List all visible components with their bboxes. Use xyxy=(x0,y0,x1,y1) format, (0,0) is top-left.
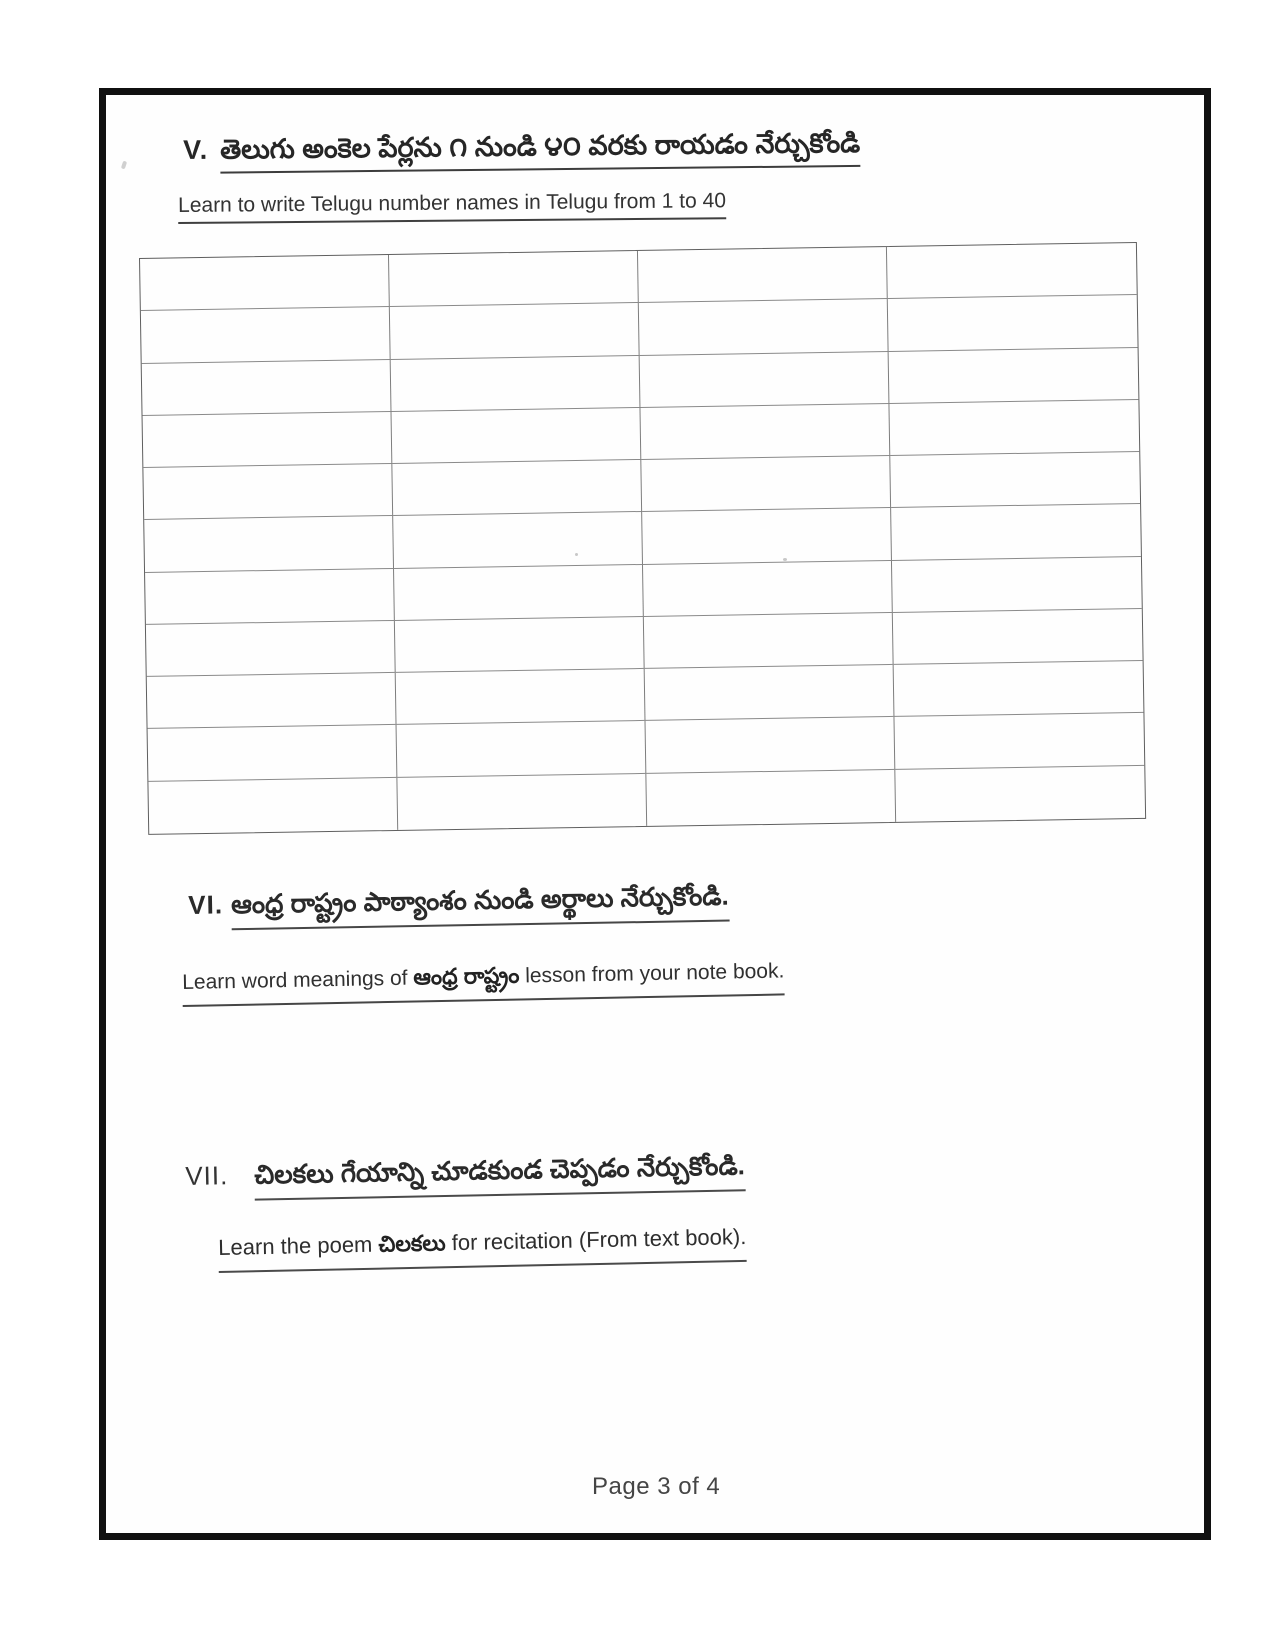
practice-table-cell xyxy=(891,504,1141,560)
section-vii-instruction-telugu: చిలకలు xyxy=(378,1230,446,1257)
practice-table-cell xyxy=(142,360,392,416)
practice-table-cell xyxy=(144,516,394,572)
practice-table-cell xyxy=(639,299,889,355)
section-vii-heading xyxy=(185,1150,745,1198)
practice-table-cell xyxy=(391,356,641,412)
practice-table-cell xyxy=(146,621,396,677)
practice-table-cell xyxy=(147,673,397,729)
section-vii-numeral: VII. xyxy=(185,1160,229,1191)
section-vi-title-telugu: ఆంధ్ర రాష్ట్రం పాఠ్యాంశం నుండి అర్థాలు నేర్చుకోండి. xyxy=(231,881,729,931)
practice-table-cell xyxy=(646,770,896,826)
practice-table-cell xyxy=(646,717,896,773)
practice-table-cell xyxy=(894,661,1144,717)
practice-table-cell xyxy=(390,303,640,359)
practice-table-cell xyxy=(392,408,642,464)
practice-table-cell xyxy=(645,665,895,721)
practice-table-cell xyxy=(392,460,642,516)
section-v-numeral: V. xyxy=(183,134,209,165)
practice-table-cell xyxy=(397,774,647,830)
practice-table-cell xyxy=(141,307,391,363)
practice-table-cell xyxy=(643,561,893,617)
page-number-footer: Page 3 of 4 xyxy=(592,1473,721,1500)
page-border-frame xyxy=(99,88,1211,1540)
practice-table-cell xyxy=(895,766,1145,822)
practice-table-cell xyxy=(397,721,647,777)
practice-table-cell xyxy=(640,404,890,460)
practice-table-cell xyxy=(888,295,1138,351)
practice-table-cell xyxy=(641,456,891,512)
practice-table-cell xyxy=(640,352,890,408)
practice-table-cell xyxy=(396,669,646,725)
practice-table-cell xyxy=(889,400,1139,456)
section-v-title-telugu: తెలుగు అంకెల పేర్లను ౧ నుండి ౪౦ వరకు రాయడం నేర్చుకోండి xyxy=(220,128,860,174)
practice-table-cell xyxy=(894,713,1144,769)
section-vii-instruction-prefix: Learn the poem xyxy=(218,1231,379,1260)
section-vi-heading xyxy=(188,881,729,927)
scan-artifact-dot xyxy=(783,558,787,561)
practice-table-cell xyxy=(148,778,398,834)
practice-table-cell xyxy=(893,609,1143,665)
section-vi-instruction xyxy=(182,957,785,1007)
practice-table-cell xyxy=(394,565,644,621)
practice-table-cell xyxy=(389,251,639,307)
practice-table-cell xyxy=(644,613,894,669)
section-vi-instruction-suffix: lesson from your note book. xyxy=(519,959,785,988)
practice-table-cell xyxy=(393,512,643,568)
practice-table-cell xyxy=(143,464,393,520)
practice-table-cell xyxy=(890,452,1140,508)
number-practice-table xyxy=(139,242,1146,835)
practice-table-cell xyxy=(140,255,390,311)
section-vii-title-telugu: చిలకలు గేయాన్ని చూడకుండ చెప్పడం నేర్చుకోండి. xyxy=(254,1150,745,1200)
practice-table-cell xyxy=(642,508,892,564)
scan-artifact-dot xyxy=(575,553,578,556)
section-vii-instruction xyxy=(218,1224,747,1273)
practice-table-cell xyxy=(145,569,395,625)
practice-table-cell xyxy=(395,617,645,673)
section-vi-numeral: VI. xyxy=(188,889,224,920)
practice-table-cell xyxy=(143,412,393,468)
section-v-instruction-english: Learn to write Telugu number names in Telugu from 1 to 40 xyxy=(178,189,726,224)
section-v-heading xyxy=(183,128,860,173)
practice-table-cell xyxy=(889,348,1139,404)
scan-artifact-mark xyxy=(121,161,127,170)
section-vii-instruction-suffix: for recitation (From text book). xyxy=(445,1223,747,1256)
section-vi-instruction-telugu: ఆంధ్ర రాష్ట్రం xyxy=(413,962,520,990)
practice-table-cell xyxy=(148,725,398,781)
practice-table-cell xyxy=(887,243,1137,299)
practice-table-cell xyxy=(892,557,1142,613)
section-vi-instruction-prefix: Learn word meanings of xyxy=(182,966,414,994)
practice-table-cell xyxy=(638,247,888,303)
